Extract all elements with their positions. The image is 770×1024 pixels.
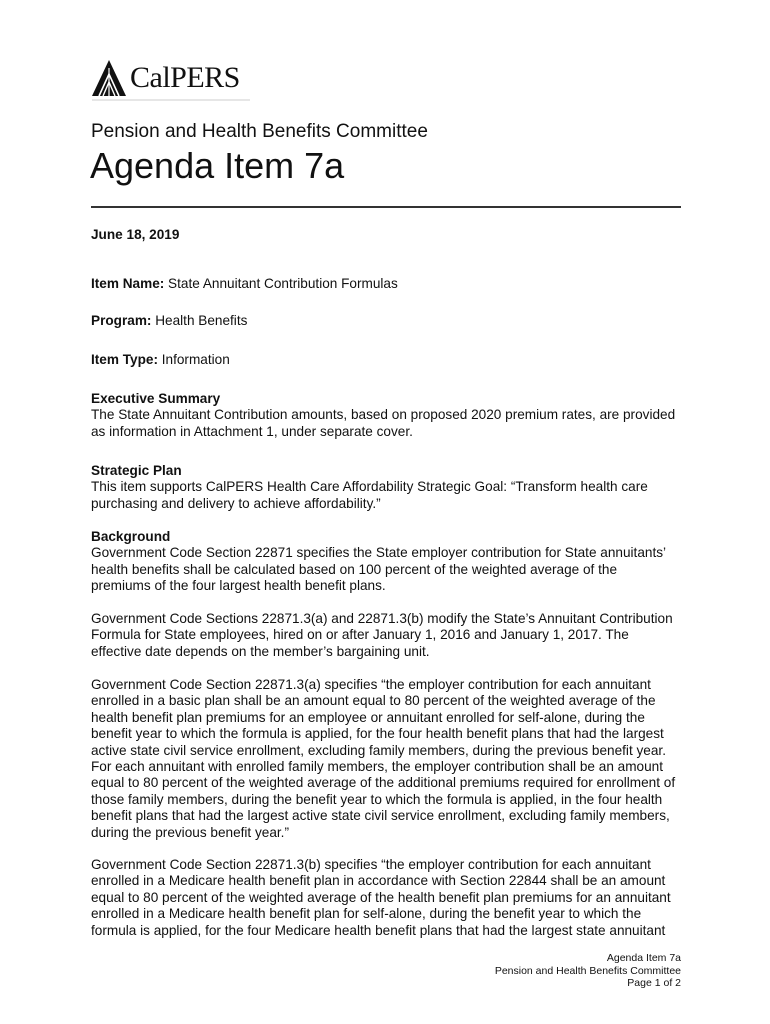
executive-summary-line: The State Annuitant Contribution amounts, based on proposed 2020 premium rates, are provided [91, 407, 676, 423]
background-paragraph-3 [91, 677, 691, 841]
item-type-field [91, 352, 230, 368]
strategic-plan-section [91, 463, 691, 512]
item-name-label: Item Name: [91, 276, 165, 291]
program-label: Program: [91, 313, 152, 328]
item-type-label: Item Type: [91, 352, 158, 367]
item-name-value: State Annuitant Contribution Formulas [164, 276, 398, 291]
calpers-logo [90, 56, 240, 100]
background-line: premiums of the four largest health benefit plans. [91, 578, 386, 594]
background-line: For each annuitant with enrolled family members, the employer contribution shall be an amount [91, 759, 663, 775]
footer-committee: Pension and Health Benefits Committee [494, 964, 681, 977]
calpers-logo-icon [90, 58, 128, 98]
title-rule [91, 206, 681, 208]
background-line: Government Code Section 22871.3(a) specifies “the employer contribution for each annuitant [91, 677, 651, 692]
strategic-plan-heading: Strategic Plan [91, 463, 182, 478]
background-line: enrolled in a Medicare health benefit plan for self-alone, during the benefit year to which the [91, 906, 642, 922]
executive-summary-heading: Executive Summary [91, 391, 221, 406]
background-line: equal to 80 percent of the weighted average of the health benefit plan premiums for an annuitant [91, 889, 671, 905]
background-line: Government Code Sections 22871.3(a) and 22871.3(b) modify the State’s Annuitant Contribution [91, 611, 673, 626]
background-line: those family members, during the benefit year to which the formula is applied, in the four health [91, 791, 663, 807]
logo-tagline-faint [92, 97, 250, 103]
background-line: equal to 80 percent of the weighted average of the additional premiums required for enrollment of [91, 775, 676, 791]
strategic-plan-line: This item supports CalPERS Health Care Affordability Strategic Goal: “Transform health care [91, 479, 648, 495]
background-line: enrolled in a Medicare health benefit plan in accordance with Section 22844 shall be an amount [91, 873, 666, 889]
background-section [91, 529, 691, 595]
background-line: benefit plans that had the largest active state civil service enrollment, excluding family members, [91, 808, 670, 824]
background-line: formula is applied, for the four Medicare health benefit plans that had the largest state annuitant [91, 922, 666, 938]
item-type-value: Information [157, 352, 230, 367]
background-line: active state civil service enrollment, excluding family members, during the previous benefit year. [91, 742, 666, 758]
footer-page-number: Page 1 of 2 [627, 977, 681, 989]
page-footer [495, 952, 681, 990]
background-line: health benefit plan premiums for an employee or annuitant enrolled for self-alone, during the [91, 709, 645, 725]
background-line: enrolled in a basic plan shall be an amount equal to 80 percent of the weighted average of the [91, 693, 656, 709]
background-line: Government Code Section 22871.3(b) specifies “the employer contribution for each annuitant [91, 857, 651, 872]
background-line: effective date depends on the member’s bargaining unit. [91, 643, 430, 659]
agenda-item-title: Agenda Item 7a [90, 145, 345, 186]
background-line: Formula for State employees, hired on or after January 1, 2016 and January 1, 2017. The [91, 627, 629, 643]
meeting-date: June 18, 2019 [91, 227, 180, 242]
background-paragraph-4 [91, 857, 691, 939]
executive-summary-line: as information in Attachment 1, under separate cover. [91, 423, 413, 439]
program-value: Health Benefits [151, 313, 248, 328]
background-line: health benefits shall be calculated based on 100 percent of the weighted average of the [91, 561, 618, 577]
footer-agenda-item: Agenda Item 7a [606, 952, 681, 964]
committee-name: Pension and Health Benefits Committee [91, 121, 428, 142]
background-line: Government Code Section 22871 specifies the State employer contribution for State annuitants’ [91, 545, 667, 561]
background-line: during the previous benefit year.” [91, 824, 289, 840]
program-field [91, 313, 247, 329]
logo-wordmark: CalPERS [130, 61, 240, 94]
background-line: benefit year to which the formula is applied, for the four health benefit plans that had the largest [91, 726, 664, 742]
background-paragraph-2 [91, 611, 691, 660]
strategic-plan-line: purchasing and delivery to achieve affordability.” [91, 495, 381, 511]
item-name-field [91, 276, 398, 292]
background-heading: Background [91, 529, 171, 544]
executive-summary-section [91, 391, 691, 440]
